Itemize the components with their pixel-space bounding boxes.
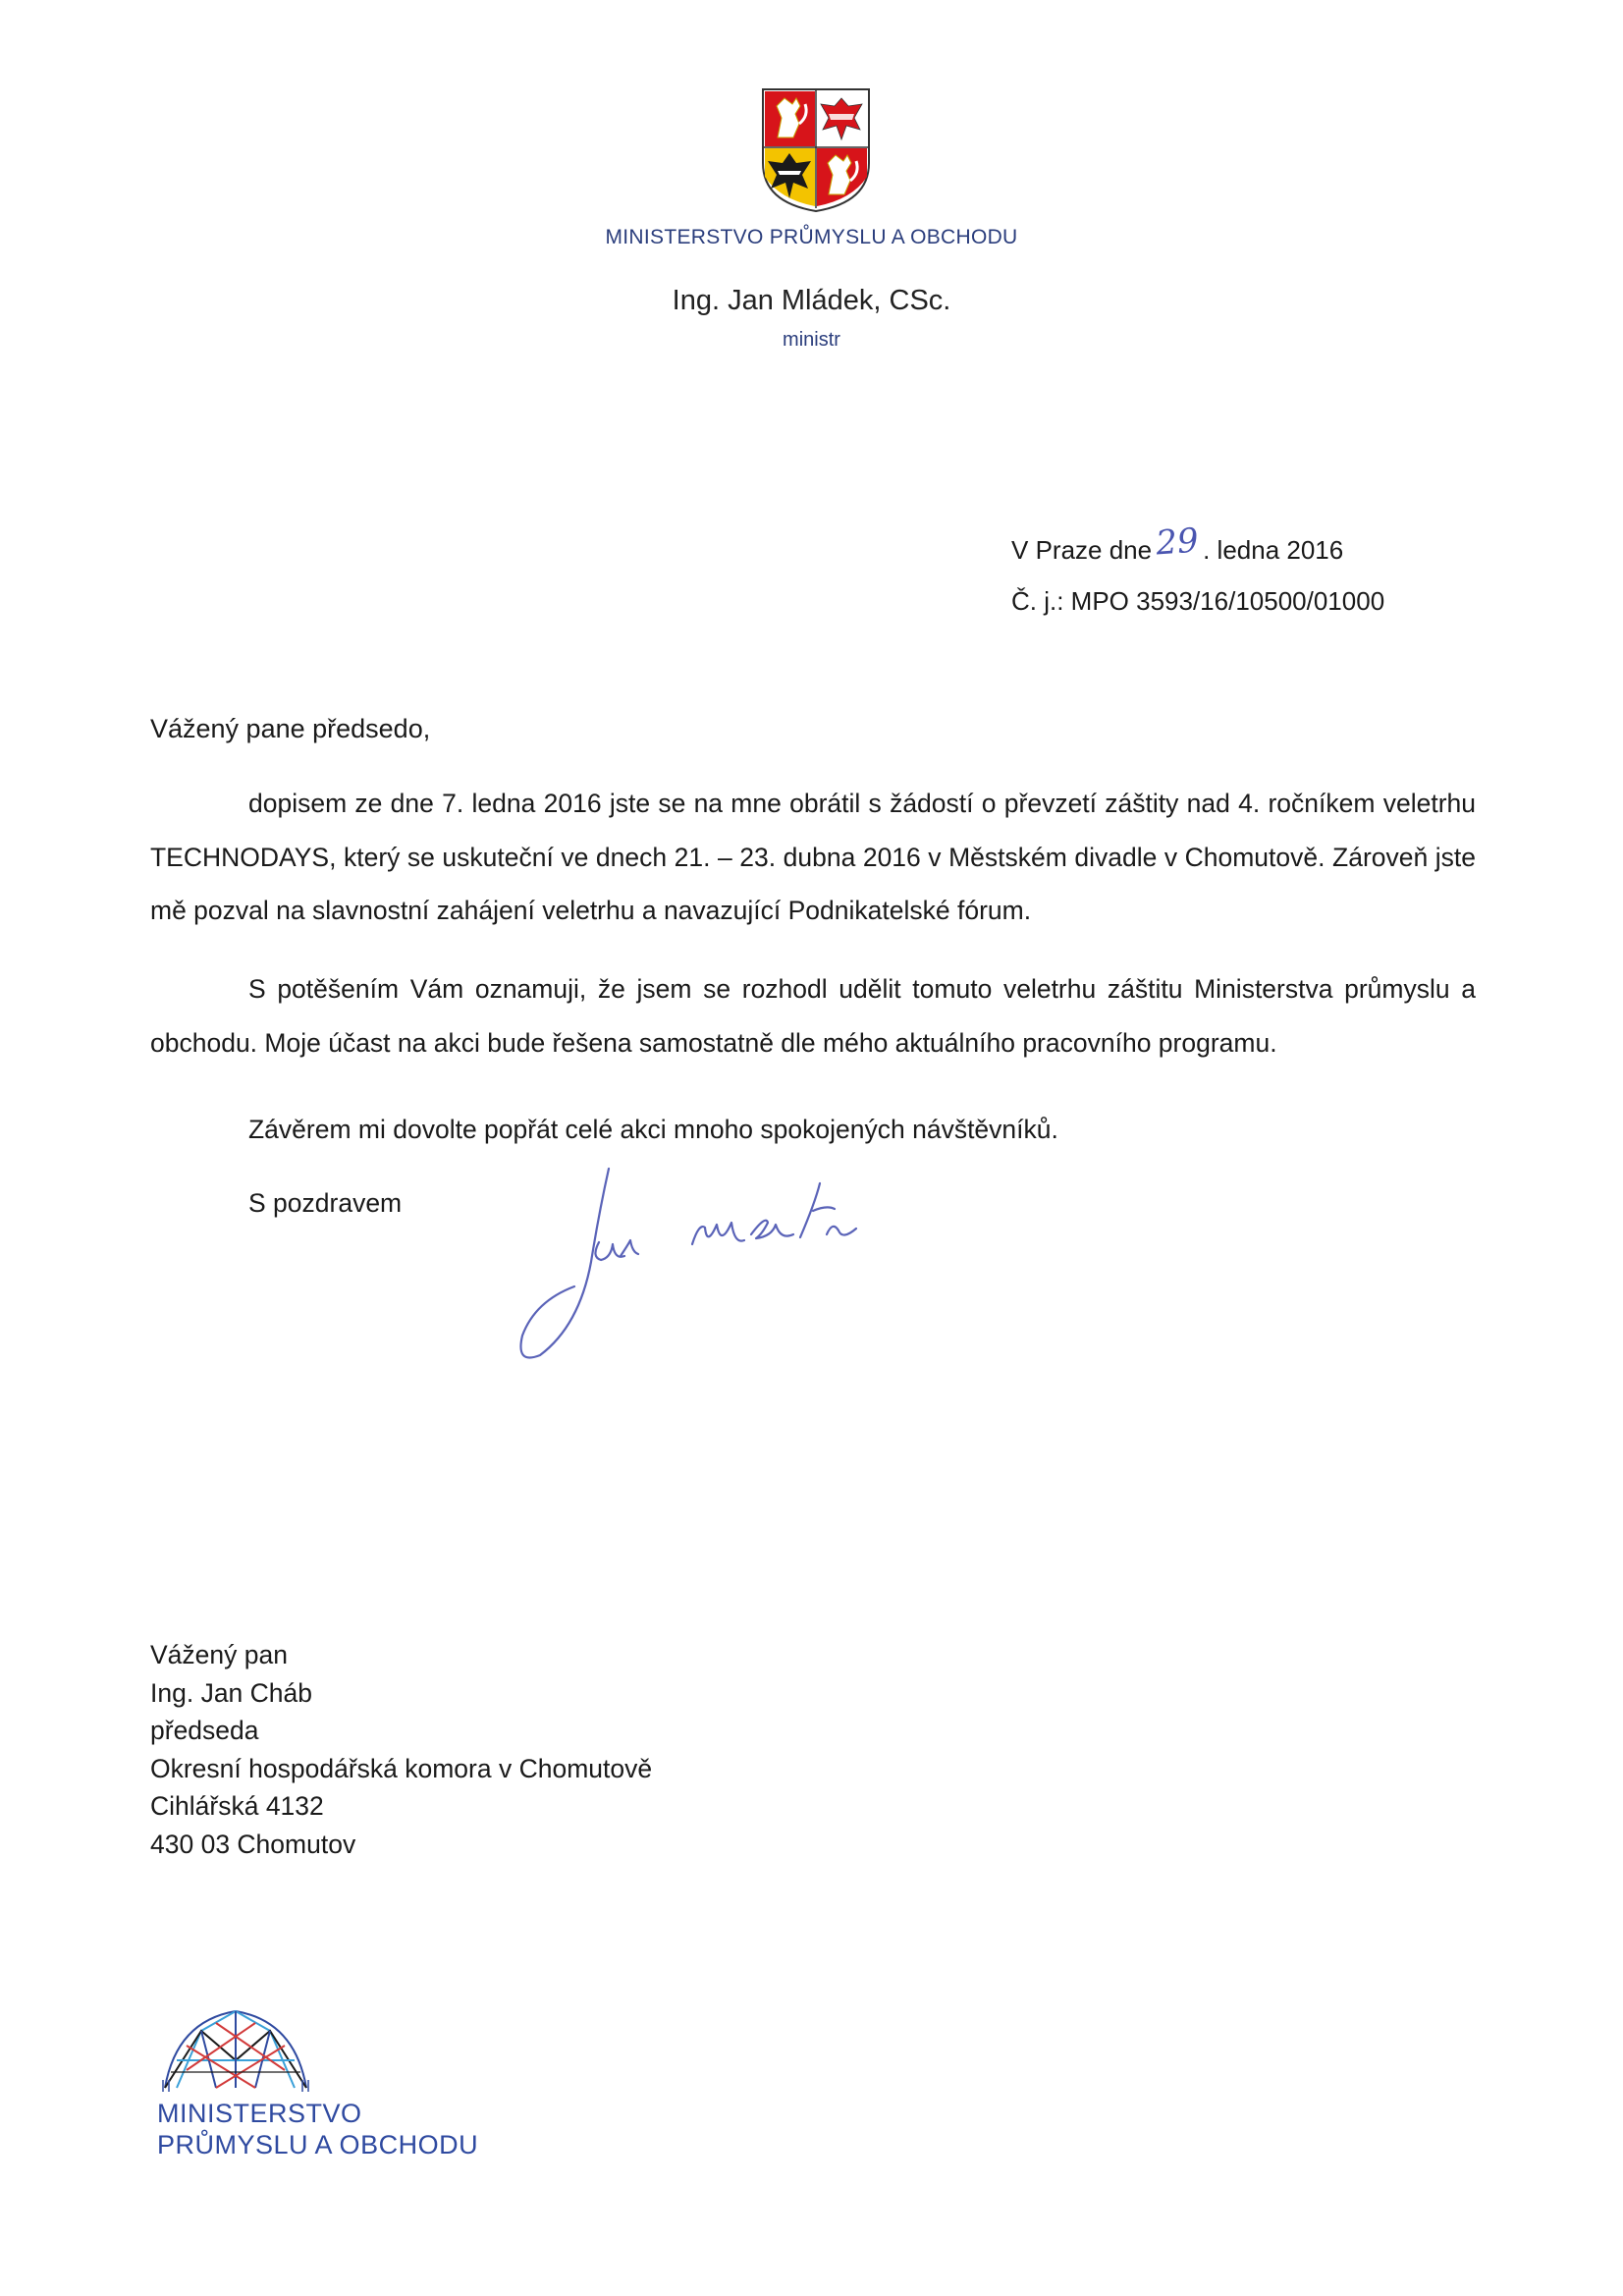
minister-role: ministr: [783, 329, 840, 351]
minister-name: Ing. Jan Mládek, CSc.: [672, 285, 951, 316]
address-line: Cihlářská 4132: [150, 1791, 324, 1821]
footer-logo-line-1: MINISTERSTVO: [157, 2099, 362, 2128]
signature: [481, 1154, 933, 1370]
footer-logo-line-2: PRŮMYSLU A OBCHODU: [157, 2130, 479, 2159]
date-line: [1011, 520, 1344, 568]
address-line: předseda: [150, 1716, 259, 1745]
paragraph-3: [150, 1103, 1476, 1157]
paragraph-1: [150, 777, 1476, 938]
reference-number: Č. j.: MPO 3593/16/10500/01000: [1011, 586, 1385, 616]
coat-of-arms-emblem: [760, 86, 872, 214]
salutation: Vážený pane předsedo,: [150, 714, 431, 743]
closing: S pozdravem: [248, 1188, 403, 1218]
ministry-globe-logo: [157, 2001, 314, 2092]
address-line: 430 03 Chomutov: [150, 1829, 356, 1859]
paragraph-2: [150, 962, 1476, 1069]
date-suffix: . ledna 2016: [1203, 535, 1344, 565]
ministry-name: MINISTERSTVO PRŮMYSLU A OBCHODU: [605, 226, 1018, 248]
handwritten-day: 29: [1155, 520, 1201, 564]
paragraph-1-text: dopisem ze dne 7. ledna 2016 jste se na mne obrátil s žádostí o převzetí záštity nad 4. ročníkem veletrhu TECHNODAYS, který se uskuteční ve dnech 21. – 23. dubna 2016 v Městském divadle v Chomutově. Zároveň jste mě pozval na slavnostní zahájení veletrhu a navazující Podnikatelské fórum.: [150, 789, 1476, 925]
date-prefix: V Praze dne: [1011, 535, 1153, 565]
paragraph-2-text: S potěšením Vám oznamuji, že jsem se rozhodl udělit tomuto veletrhu záštitu Ministerstva průmyslu a obchodu. Moje účast na akci bude řešena samostatně dle mého aktuálního pracovního programu.: [150, 974, 1476, 1058]
address-line: Ing. Jan Cháb: [150, 1677, 313, 1708]
recipient-address: [150, 1636, 652, 1863]
address-line: Okresní hospodářská komora v Chomutově: [150, 1753, 653, 1783]
paragraph-3-text: Závěrem mi dovolte popřát celé akci mnoho spokojených návštěvníků.: [248, 1115, 1058, 1144]
address-line: Vážený pan: [150, 1640, 288, 1669]
footer-logo-text: [157, 2098, 478, 2160]
